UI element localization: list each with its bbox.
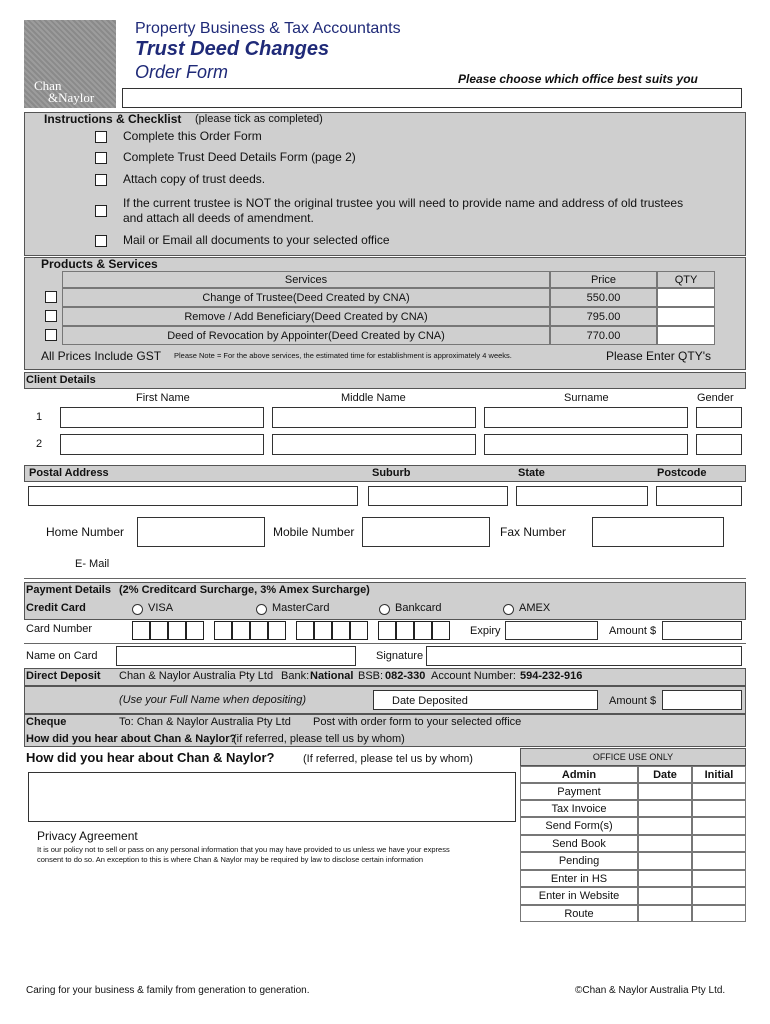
name-on-card-label: Name on Card (26, 650, 98, 662)
cheque-payee: To: Chan & Naylor Australia Pty Ltd (119, 716, 291, 728)
service-checkbox-3[interactable] (45, 329, 57, 341)
surname-label: Surname (564, 392, 609, 404)
office-prompt: Please choose which office best suits you (458, 72, 698, 86)
client-details-title: Client Details (26, 374, 96, 386)
checklist-checkbox-2[interactable] (95, 152, 107, 164)
office-header-date: Date (638, 766, 692, 783)
client-row-1-label: 1 (36, 411, 43, 423)
card-digit-box[interactable] (396, 621, 414, 640)
office-row-label: Send Book (520, 835, 638, 852)
card-digit-box[interactable] (214, 621, 232, 640)
qty-header: QTY (657, 271, 715, 288)
card-digit-box[interactable] (414, 621, 432, 640)
bsb-label: BSB: (358, 670, 384, 682)
card-digit-box[interactable] (296, 621, 314, 640)
gst-note: All Prices Include GST (41, 349, 162, 363)
service-checkbox-2[interactable] (45, 310, 57, 322)
checklist-checkbox-5[interactable] (95, 235, 107, 247)
instructions-title: Instructions & Checklist (44, 112, 182, 126)
office-row-label: Route (520, 905, 638, 922)
checklist-item-1: Complete this Order Form (123, 129, 262, 143)
office-use-title: OFFICE USE ONLY (520, 748, 746, 766)
qty-input-1[interactable] (657, 288, 715, 307)
checklist-item-4: If the current trustee is NOT the original trustee you will need to provide name and address of old trustees (123, 196, 684, 210)
privacy-text-1: It is our policy not to sell or pass on any personal information that you may have provided to us unless we have your express (37, 845, 450, 854)
logo-text-1: Chan (34, 78, 62, 93)
office-date-cell[interactable] (638, 783, 692, 800)
hear-about-title: How did you hear about Chan & Naylor? (26, 750, 275, 765)
office-date-cell[interactable] (638, 800, 692, 817)
qty-note: Please Enter QTY's (606, 349, 711, 363)
account-name: Chan & Naylor Australia Pty Ltd (119, 670, 274, 682)
middle-name-label: Middle Name (341, 392, 406, 404)
home-number-input[interactable] (137, 517, 265, 547)
office-row-label: Pending (520, 852, 638, 870)
credit-card-label: Credit Card (26, 602, 86, 614)
amount-deposited-input[interactable] (662, 690, 742, 710)
card-digit-box[interactable] (132, 621, 150, 640)
checklist-checkbox-1[interactable] (95, 131, 107, 143)
office-date-cell[interactable] (638, 887, 692, 905)
hear-about-small-label: How did you hear about Chan & Naylor? (26, 733, 237, 745)
visa-label: VISA (148, 602, 174, 614)
office-select-field[interactable] (122, 88, 742, 108)
service-name-1: Change of Trustee(Deed Created by CNA) (62, 288, 550, 307)
card-digit-box[interactable] (314, 621, 332, 640)
checklist-checkbox-4[interactable] (95, 205, 107, 217)
office-initial-cell[interactable] (692, 887, 746, 905)
amount-deposited-label: Amount $ (609, 695, 657, 707)
mobile-number-label: Mobile Number (273, 525, 355, 539)
office-initial-cell[interactable] (692, 783, 746, 800)
mastercard-label: MasterCard (272, 602, 330, 614)
checklist-checkbox-3[interactable] (95, 174, 107, 186)
client-details-bar (24, 372, 746, 389)
office-date-cell[interactable] (638, 817, 692, 835)
client-row-2-label: 2 (36, 438, 43, 450)
gender-input-2[interactable] (696, 434, 742, 455)
logo-text-2: &Naylor (48, 90, 95, 105)
account-number-label: Account Number: (431, 670, 516, 682)
fax-number-label: Fax Number (500, 525, 567, 539)
suburb-label: Suburb (372, 467, 411, 479)
bankcard-label: Bankcard (395, 602, 442, 614)
establishment-note: Please Note = For the above services, the estimated time for establishment is approximately 4 weeks. (174, 351, 512, 360)
card-digit-box[interactable] (432, 621, 450, 640)
services-header: Services (62, 271, 550, 288)
card-digit-box[interactable] (268, 621, 286, 640)
company-logo (24, 20, 116, 108)
home-number-label: Home Number (46, 525, 125, 539)
surname-input-2[interactable] (484, 434, 688, 455)
form-title: Trust Deed Changes (135, 38, 330, 60)
qty-input-2[interactable] (657, 307, 715, 326)
service-price-3: 770.00 (550, 326, 657, 345)
mastercard-radio[interactable] (256, 604, 267, 615)
first-name-input-1[interactable] (60, 407, 264, 428)
office-date-cell[interactable] (638, 835, 692, 852)
checklist-item-3: Attach copy of trust deeds. (123, 172, 266, 186)
cheque-label: Cheque (26, 716, 67, 728)
surname-input-1[interactable] (484, 407, 688, 428)
signature-input[interactable] (426, 646, 742, 666)
qty-input-3[interactable] (657, 326, 715, 345)
gender-label: Gender (697, 392, 734, 404)
card-digit-box[interactable] (350, 621, 368, 640)
mobile-number-input[interactable] (362, 517, 490, 547)
hear-about-note: (If referred, please tel us by whom) (303, 753, 473, 765)
email-label: E- Mail (75, 558, 110, 570)
account-number-value: 594-232-916 (520, 670, 583, 682)
cheque-post-note: Post with order form to your selected office (313, 716, 522, 728)
postcode-label: Postcode (657, 467, 707, 479)
office-initial-cell[interactable] (692, 852, 746, 870)
privacy-title: Privacy Agreement (37, 829, 138, 843)
middle-name-input-1[interactable] (272, 407, 476, 428)
first-name-label: First Name (136, 392, 190, 404)
divider (24, 643, 746, 644)
payment-title: Payment Details (26, 584, 111, 596)
expiry-label: Expiry (470, 625, 501, 637)
card-digit-box[interactable] (378, 621, 396, 640)
service-name-3: Deed of Revocation by Appointer(Deed Created by CNA) (62, 326, 550, 345)
office-initial-cell[interactable] (692, 800, 746, 817)
date-deposited-label: Date Deposited (392, 695, 468, 707)
price-header: Price (550, 271, 657, 288)
footer-tagline: Caring for your business & family from generation to generation. (26, 985, 310, 996)
postcode-input[interactable] (656, 486, 742, 506)
bsb-value: 082-330 (385, 670, 426, 682)
office-header-admin: Admin (520, 766, 638, 783)
signature-label: Signature (376, 650, 424, 662)
direct-deposit-label: Direct Deposit (26, 670, 101, 682)
amex-label: AMEX (519, 602, 551, 614)
state-input[interactable] (516, 486, 648, 506)
office-row-label: Send Form(s) (520, 817, 638, 835)
expiry-input[interactable] (505, 621, 598, 640)
office-row-label: Enter in Website (520, 887, 638, 905)
fax-number-input[interactable] (592, 517, 724, 547)
postal-address-label: Postal Address (29, 467, 109, 479)
company-tagline: Property Business & Tax Accountants (135, 20, 401, 37)
amex-radio[interactable] (503, 604, 514, 615)
checklist-item-5: Mail or Email all documents to your selected office (123, 233, 390, 247)
card-digit-box[interactable] (186, 621, 204, 640)
office-initial-cell[interactable] (692, 835, 746, 852)
office-row-label: Payment (520, 783, 638, 800)
card-digit-box[interactable] (168, 621, 186, 640)
card-digit-box[interactable] (250, 621, 268, 640)
privacy-text-2: consent to do so. An exception to this is where Chan & Naylor may be required by law to disclose certain information (37, 855, 424, 864)
service-price-1: 550.00 (550, 288, 657, 307)
office-date-cell[interactable] (638, 905, 692, 922)
footer-copyright: ©Chan & Naylor Australia Pty Ltd. (575, 985, 726, 996)
card-digit-box[interactable] (232, 621, 250, 640)
email-line[interactable] (24, 578, 746, 579)
gender-input-1[interactable] (696, 407, 742, 428)
middle-name-input-2[interactable] (272, 434, 476, 455)
checklist-item-4b: and attach all deeds of amendment. (123, 211, 314, 225)
use-full-name-note: (Use your Full Name when depositing) (119, 694, 307, 706)
instructions-note: (please tick as completed) (195, 113, 323, 125)
office-initial-cell[interactable] (692, 870, 746, 887)
visa-radio[interactable] (132, 604, 143, 615)
name-on-card-input[interactable] (116, 646, 356, 666)
office-row-label: Tax Invoice (520, 800, 638, 817)
form-subtitle: Order Form (135, 62, 229, 82)
state-label: State (518, 467, 545, 479)
first-name-input-2[interactable] (60, 434, 264, 455)
amount-label: Amount $ (609, 625, 657, 637)
bankcard-radio[interactable] (379, 604, 390, 615)
bank-label: Bank: (281, 670, 310, 682)
office-row-label: Enter in HS (520, 870, 638, 887)
checklist-item-2: Complete Trust Deed Details Form (page 2) (123, 150, 356, 164)
service-name-2: Remove / Add Beneficiary(Deed Created by CNA) (62, 307, 550, 326)
products-title: Products & Services (41, 257, 158, 271)
service-price-2: 795.00 (550, 307, 657, 326)
office-initial-cell[interactable] (692, 817, 746, 835)
hear-about-small-note: (if referred, please tell us by whom) (233, 733, 405, 745)
office-date-cell[interactable] (638, 852, 692, 870)
card-digit-box[interactable] (150, 621, 168, 640)
amount-input[interactable] (662, 621, 742, 640)
card-digit-box[interactable] (332, 621, 350, 640)
suburb-input[interactable] (368, 486, 508, 506)
card-number-label: Card Number (26, 623, 93, 635)
bank-value: National (310, 670, 354, 682)
office-date-cell[interactable] (638, 870, 692, 887)
office-header-initial: Initial (692, 766, 746, 783)
service-checkbox-1[interactable] (45, 291, 57, 303)
postal-address-input[interactable] (28, 486, 358, 506)
payment-surcharge: (2% Creditcard Surcharge, 3% Amex Surcharge) (119, 584, 370, 596)
hear-about-input[interactable] (28, 772, 516, 822)
office-initial-cell[interactable] (692, 905, 746, 922)
